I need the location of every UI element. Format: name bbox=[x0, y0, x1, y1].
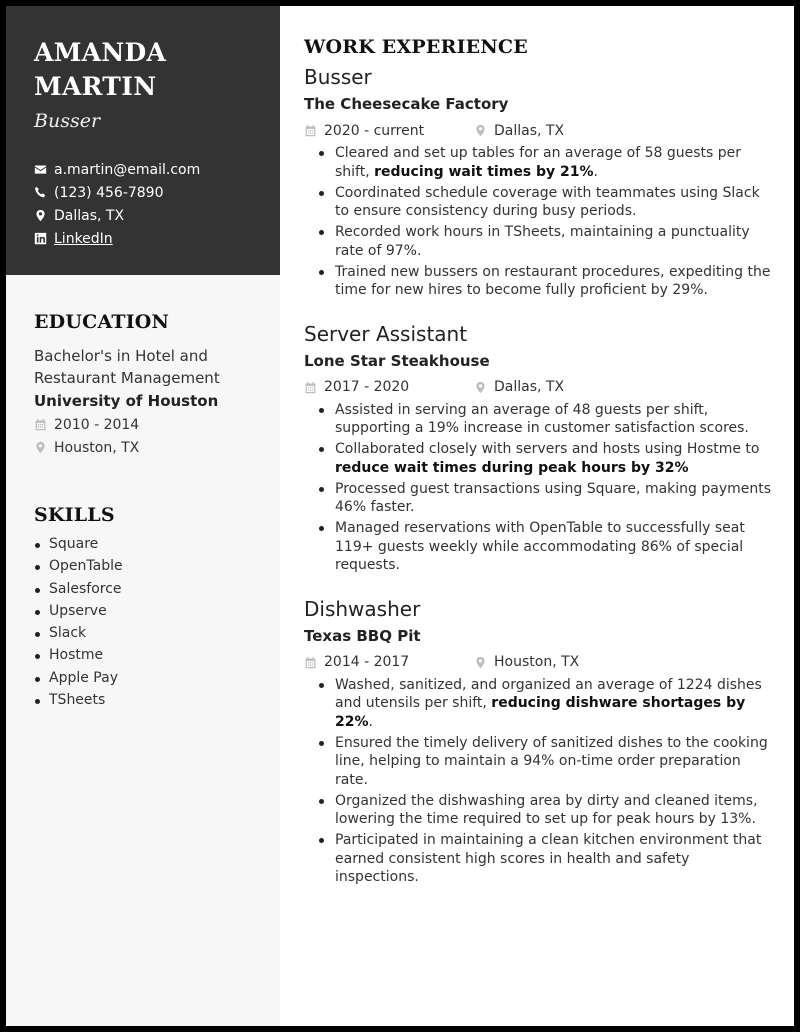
job-company: The Cheesecake Factory bbox=[304, 95, 509, 113]
job-bullet: Assisted in serving an average of 48 guests per shift, supporting a 19% increase in customer satisfaction scores. bbox=[335, 401, 774, 438]
job-list bbox=[304, 65, 774, 887]
job-entry bbox=[304, 65, 774, 300]
skill-item: Slack bbox=[34, 625, 260, 647]
map-pin-icon bbox=[34, 441, 47, 454]
skills-heading: SKILLS bbox=[34, 504, 115, 526]
work-experience-heading: WORK EXPERIENCE bbox=[304, 36, 528, 58]
job-bullet: Coordinated schedule coverage with teammates using Slack to ensure consistency during busy periods. bbox=[335, 184, 774, 221]
job-bullet: Organized the dishwashing area by dirty and cleaned items, lowering the time required to set up for peak hours by 13%. bbox=[335, 792, 774, 829]
map-pin-icon bbox=[474, 381, 487, 394]
education-heading: EDUCATION bbox=[34, 311, 170, 333]
map-pin-icon bbox=[34, 209, 47, 222]
skills-list bbox=[34, 536, 260, 714]
job-meta bbox=[304, 651, 774, 674]
job-title: Server Assistant bbox=[304, 321, 468, 346]
job-bullet: Participated in maintaining a clean kitchen environment that earned consistent high scores in health and safety inspections. bbox=[335, 831, 774, 887]
job-title: Busser bbox=[304, 65, 372, 89]
calendar-icon bbox=[304, 124, 317, 137]
job-bullet: Managed reservations with OpenTable to successfully seat 119+ guests weekly while accommodating 86% of special requests. bbox=[335, 519, 774, 575]
job-title: Dishwasher bbox=[304, 596, 421, 621]
job-bullets bbox=[304, 401, 774, 575]
job-bullet: Cleared and set up tables for an average of 58 guests per shift, reducing wait times by 21%. bbox=[335, 144, 774, 181]
job-dates: 2014 - 2017 bbox=[304, 651, 474, 674]
contact-phone[interactable]: (123) 456-7890 bbox=[34, 181, 260, 204]
main-content bbox=[280, 6, 794, 1026]
job-entry bbox=[304, 322, 774, 575]
highlight-text: reducing dishware shortages by 22% bbox=[335, 695, 746, 730]
sidebar-body bbox=[6, 275, 280, 714]
job-bullet: Collaborated closely with servers and hosts using Hostme to reduce wait times during peak hours by 32% bbox=[335, 440, 774, 477]
job-bullet: Ensured the timely delivery of sanitized dishes to the cooking line, helping to maintain a 94% on-time order preparation rate. bbox=[335, 734, 774, 790]
linkedin-link[interactable]: LinkedIn bbox=[54, 230, 113, 247]
job-company: Texas BBQ Pit bbox=[304, 626, 421, 645]
skill-item: TSheets bbox=[34, 692, 260, 714]
skill-item: Hostme bbox=[34, 647, 260, 669]
job-location: Dallas, TX bbox=[474, 119, 564, 142]
highlight-text: reducing wait times by 21% bbox=[374, 163, 594, 180]
skill-item: Apple Pay bbox=[34, 670, 260, 692]
map-pin-icon bbox=[474, 656, 487, 669]
contact-email[interactable]: a.martin@email.com bbox=[34, 158, 260, 181]
candidate-title: Busser bbox=[34, 110, 101, 132]
contact-location: Dallas, TX bbox=[34, 204, 260, 227]
candidate-name: AMANDA MARTIN bbox=[34, 38, 167, 101]
contact-linkedin[interactable] bbox=[34, 227, 260, 250]
job-entry bbox=[304, 597, 774, 887]
calendar-icon bbox=[304, 656, 317, 669]
map-pin-icon bbox=[474, 124, 487, 137]
job-bullet: Processed guest transactions using Square, making payments 46% faster. bbox=[335, 480, 774, 517]
skill-item: Upserve bbox=[34, 603, 260, 625]
education-dates: 2010 - 2014 bbox=[34, 413, 260, 436]
contact-list bbox=[34, 158, 260, 250]
calendar-icon bbox=[34, 418, 47, 431]
job-meta bbox=[304, 119, 774, 142]
job-location: Houston, TX bbox=[474, 651, 579, 674]
job-bullets bbox=[304, 676, 774, 887]
sidebar-header bbox=[6, 6, 280, 275]
highlight-text: reduce wait times during peak hours by 32% bbox=[335, 459, 689, 476]
job-dates: 2017 - 2020 bbox=[304, 376, 474, 399]
job-company: Lone Star Steakhouse bbox=[304, 351, 490, 370]
skill-item: Salesforce bbox=[34, 581, 260, 603]
job-bullets bbox=[304, 144, 774, 300]
job-dates: 2020 - current bbox=[304, 119, 474, 142]
job-bullet: Recorded work hours in TSheets, maintaining a punctuality rate of 97%. bbox=[335, 223, 774, 260]
calendar-icon bbox=[304, 381, 317, 394]
linkedin-icon bbox=[34, 232, 47, 245]
skill-item: OpenTable bbox=[34, 558, 260, 580]
job-bullet: Trained new bussers on restaurant procedures, expediting the time for new hires to become fully proficient by 29%. bbox=[335, 263, 774, 300]
education-location: Houston, TX bbox=[34, 436, 260, 459]
job-bullet: Washed, sanitized, and organized an average of 1224 dishes and utensils per shift, reducing dishware shortages by 22%. bbox=[335, 676, 774, 732]
sidebar bbox=[6, 6, 280, 1026]
education-degree: Bachelor's in Hotel and Restaurant Management bbox=[34, 347, 220, 387]
skill-item: Square bbox=[34, 536, 260, 558]
resume-page bbox=[6, 6, 794, 1026]
education-school: University of Houston bbox=[34, 392, 219, 410]
job-meta bbox=[304, 376, 774, 399]
phone-icon bbox=[34, 186, 47, 199]
envelope-icon bbox=[34, 163, 47, 176]
job-location: Dallas, TX bbox=[474, 376, 564, 399]
